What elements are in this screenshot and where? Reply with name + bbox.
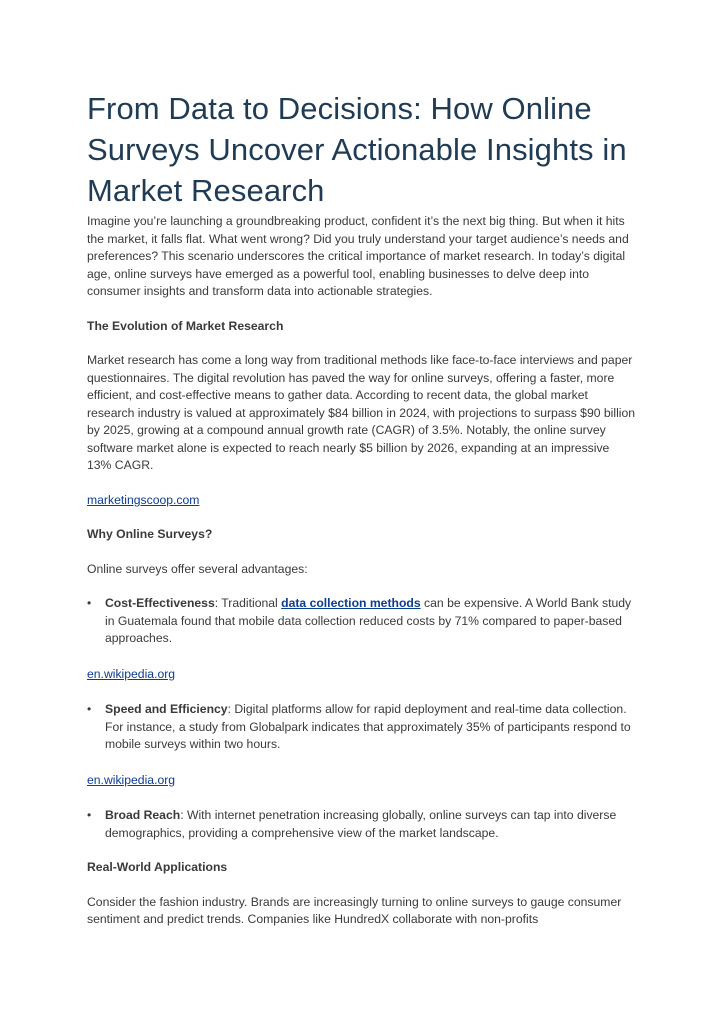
list-item-text xyxy=(105,701,637,754)
section-heading-why: Why Online Surveys? xyxy=(87,527,213,541)
evolution-paragraph: Market research has come a long way from traditional methods like face-to-face interviews and paper questionnaires. The digital revolution has paved the way for online surveys, offering a faster, more efficient, and cost-effective means to gather data. According to recent data, the global market research industry is valued at approximately $84 billion in 2024, with projections to surpass $90 billion by 2025, growing at a compound annual growth rate (CAGR) of 3.5%. Notably, the online survey software market alone is expected to reach nearly $5 billion by 2026, expanding at an impressive 13% CAGR. xyxy=(87,353,636,472)
list-item-label: Speed and Efficiency xyxy=(105,702,228,716)
list-item-text xyxy=(105,807,637,842)
bullet-icon: • xyxy=(87,596,92,610)
applications-paragraph: Consider the fashion industry. Brands are increasingly turning to online surveys to gauge consumer sentiment and predict trends. Companies like HundredX collaborate with non-profits xyxy=(87,894,622,926)
data-collection-methods-link[interactable]: data collection methods xyxy=(281,596,421,610)
article xyxy=(87,88,637,929)
bullet-icon: • xyxy=(87,808,92,822)
source-link-wikipedia[interactable]: en.wikipedia.org xyxy=(87,666,176,681)
source-line xyxy=(87,666,637,684)
list-item-body: : Digital platforms allow for rapid deployment and real-time data collection. For instance, a study from Globalpark indicates that approximately 35% of participants respond to mobile surveys within two hours. xyxy=(105,702,631,751)
list-item-text xyxy=(105,595,637,648)
list-item-label: Cost-Effectiveness xyxy=(105,596,215,610)
section-heading-applications: Real-World Applications xyxy=(87,860,228,874)
list-item-speed xyxy=(87,701,637,754)
list-item-cost xyxy=(87,595,637,648)
source-line xyxy=(87,772,637,790)
article-title: From Data to Decisions: How Online Surveys Uncover Actionable Insights in Market Research xyxy=(87,91,627,208)
list-item-body: : With internet penetration increasing globally, online surveys can tap into diverse demographics, providing a comprehensive view of the market landscape. xyxy=(105,808,617,840)
bullet-icon: • xyxy=(87,702,92,716)
list-item-post: can be expensive. A World Bank study in Guatemala found that mobile data collection reduced costs by 71% compared to paper-based approaches. xyxy=(105,596,632,645)
list-item-reach xyxy=(87,807,637,842)
source-link-marketingscoop[interactable]: marketingscoop.com xyxy=(87,492,200,507)
why-lead: Online surveys offer several advantages: xyxy=(87,561,308,576)
list-item-label: Broad Reach xyxy=(105,808,181,822)
source-line xyxy=(87,492,637,510)
section-heading-evolution: The Evolution of Market Research xyxy=(87,318,284,333)
source-link-wikipedia[interactable]: en.wikipedia.org xyxy=(87,772,176,787)
list-item-pre: : Traditional xyxy=(214,596,282,610)
intro-paragraph: Imagine you’re launching a groundbreaking product, confident it’s the next big thing. But when it hits the market, it falls flat. What went wrong? Did you truly understand your target audience’s needs and preferences? This scenario underscores the critical importance of market research. In today’s digital age, online surveys have emerged as a powerful tool, enabling businesses to delve deep into consumer insights and transform data into actionable strategies. xyxy=(87,214,629,298)
